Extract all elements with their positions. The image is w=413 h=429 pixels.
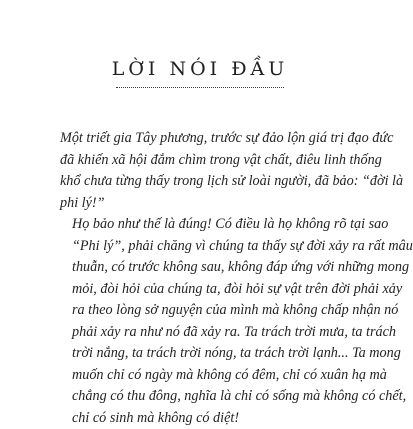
text-line: khổ chưa từng thấy trong lịch sử loài người, đã bảo: “đời là <box>60 171 366 193</box>
text-line: phi lý!” <box>60 193 366 215</box>
text-line: Họ bảo như thế là đúng! Có điều là họ không rõ tại sao <box>60 214 366 236</box>
text-line: trời nắng, ta trách trời nóng, ta trách trời lạnh... Ta mong <box>60 343 366 365</box>
text-line: ra theo lòng sở nguyện của mình mà không chấp nhận nó <box>60 300 366 322</box>
text-line: mỏi, đòi hỏi của chúng ta, đòi hỏi sự vật trên đời phải xảy <box>60 279 366 301</box>
text-line: thuẫn, có trước không sau, không đáp ứng với những mong <box>60 257 366 279</box>
preface-body <box>60 128 366 429</box>
page-heading: LỜI NÓI ĐẦU <box>0 58 400 80</box>
text-line: chẳng có thu đông, nghĩa là chỉ có sống mà không có chết, <box>60 386 366 408</box>
text-line: “Phi lý”, phải chăng vì chúng ta thấy sự đời xảy ra rất mâu <box>60 236 366 258</box>
text-line: muốn chỉ có ngày mà không có đêm, chỉ có xuân hạ mà <box>60 365 366 387</box>
text-line: chỉ có sinh mà không có diệt! <box>60 408 366 429</box>
text-line: đã khiến xã hội đắm chìm trong vật chất, điêu linh thống <box>60 150 366 172</box>
text-line: Một triết gia Tây phương, trước sự đảo lộn giá trị đạo đức <box>60 128 366 150</box>
paragraph-1 <box>60 128 366 214</box>
heading-underline <box>116 87 284 88</box>
text-line: phải xảy ra như nó đã xảy ra. Ta trách trời mưa, ta trách <box>60 322 366 344</box>
paragraph-2 <box>60 214 366 429</box>
